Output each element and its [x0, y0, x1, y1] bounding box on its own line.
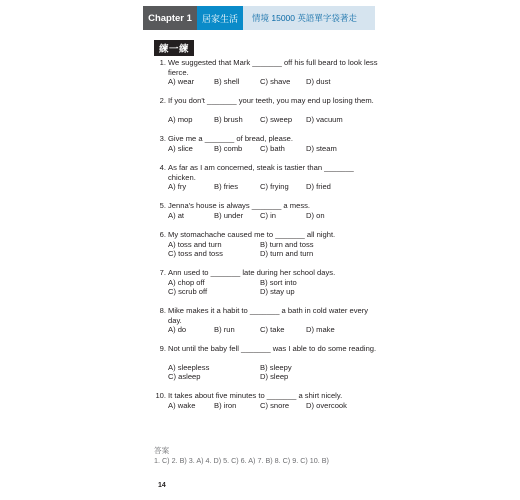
- option: A) sleepless: [168, 363, 210, 372]
- option: A) chop off: [168, 278, 205, 287]
- option: D) turn and turn: [260, 249, 314, 258]
- option: C) sweep: [260, 115, 293, 124]
- option: A) mop: [168, 115, 193, 124]
- option: D) stay up: [260, 287, 295, 296]
- option: C) toss and toss: [168, 249, 223, 258]
- option: B) turn and toss: [260, 240, 314, 249]
- question-stem: Give me a _______ of bread, please.: [168, 134, 293, 143]
- question-stem: Mike makes it a habit to _______ a bath in cold water every day.: [168, 306, 369, 325]
- option: D) on: [306, 211, 325, 220]
- option: C) scrub off: [168, 287, 208, 296]
- option: D) make: [306, 325, 335, 334]
- option: B) iron: [214, 401, 237, 410]
- question-number: 9.: [159, 344, 166, 353]
- option: D) vacuum: [306, 115, 343, 124]
- option: B) under: [214, 211, 244, 220]
- question-stem: Ann used to _______ late during her school days.: [168, 268, 336, 277]
- question-number: 1.: [159, 58, 166, 67]
- option: B) run: [214, 325, 235, 334]
- option: A) slice: [168, 144, 193, 153]
- answers-title: 答案: [154, 446, 170, 455]
- option: C) shave: [260, 77, 291, 86]
- answer-key: 1. C) 2. B) 3. A) 4. D) 5. C) 6. A) 7. B) 8. C) 9. C) 10. B): [154, 456, 329, 465]
- question-stem: My stomachache caused me to _______ all night.: [168, 230, 336, 239]
- question-stem: We suggested that Mark _______ off his full beard to look less fierce.: [168, 58, 378, 77]
- question-number: 3.: [159, 134, 166, 143]
- option: C) snore: [260, 401, 290, 410]
- option: C) bath: [260, 144, 285, 153]
- option: B) shell: [214, 77, 240, 86]
- option: B) brush: [214, 115, 243, 124]
- book-title: 情境 15000 英語單字袋著走: [243, 6, 375, 30]
- option: C) in: [260, 211, 277, 220]
- option: C) frying: [260, 182, 289, 191]
- question-number: 6.: [159, 230, 166, 239]
- page-number: 14: [158, 482, 166, 489]
- question-number: 2.: [159, 96, 166, 105]
- chapter-label: Chapter 1: [143, 6, 197, 30]
- question-stem: Not until the baby fell _______ was I able to do some reading.: [168, 344, 377, 353]
- option: C) take: [260, 325, 285, 334]
- question-number: 4.: [159, 163, 166, 172]
- option: D) steam: [306, 144, 337, 153]
- option: B) sort into: [260, 278, 297, 287]
- chapter-header: [143, 6, 375, 30]
- option: A) at: [168, 211, 185, 220]
- option: D) fried: [306, 182, 331, 191]
- option: B) comb: [214, 144, 243, 153]
- section-title: 練一練: [154, 40, 194, 56]
- option: A) do: [168, 325, 187, 334]
- question-number: 5.: [159, 201, 166, 210]
- question-stem: As far as I am concerned, steak is tastier than _______ chicken.: [168, 163, 354, 182]
- option: D) sleep: [260, 372, 289, 381]
- option: B) sleepy: [260, 363, 292, 372]
- question-number: 7.: [159, 268, 166, 277]
- option: D) dust: [306, 77, 331, 86]
- question-number: 8.: [159, 306, 166, 315]
- question-number: 10.: [155, 391, 166, 400]
- question-stem: Jenna's house is always _______ a mess.: [168, 201, 311, 210]
- option: B) fries: [214, 182, 239, 191]
- option: A) wear: [168, 77, 195, 86]
- option: C) asleep: [168, 372, 201, 381]
- question-stem: If you don't _______ your teeth, you may end up losing them.: [168, 96, 374, 105]
- topic-label: 居家生活: [197, 6, 243, 30]
- option: A) toss and turn: [168, 240, 222, 249]
- option: D) overcook: [306, 401, 347, 410]
- question-stem: It takes about five minutes to _______ a shirt nicely.: [168, 391, 343, 400]
- option: A) fry: [168, 182, 187, 191]
- option: A) wake: [168, 401, 196, 410]
